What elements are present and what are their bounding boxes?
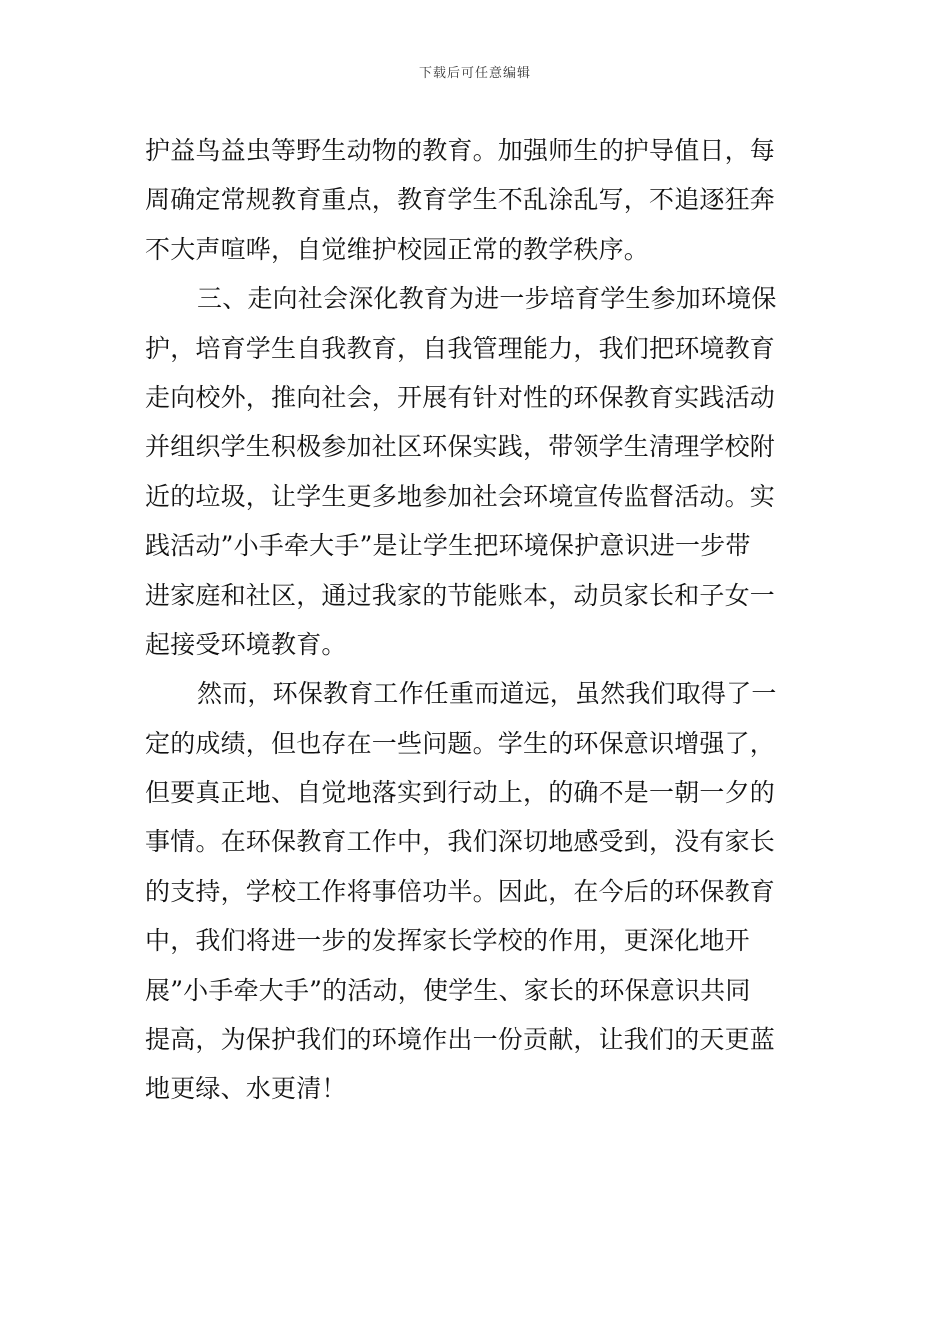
paragraph-1-line-1: 护益鸟益虫等野生动物的教育。加强师生的护导值日，每	[145, 136, 776, 165]
paragraph-2-line-6: 践活动”小手牵大手”是让学生把环境保护意识进一步带	[145, 531, 751, 561]
document-body	[145, 126, 807, 1114]
paragraph-1-line-3: 不大声喧哗，自觉维护校园正常的教学秩序。	[145, 234, 650, 264]
paragraph-2-line-2: 护，培育学生自我教育，自我管理能力，我们把环境教育	[145, 333, 776, 363]
paragraph-2-line-4: 并组织学生积极参加社区环保实践，带领学生清理学校附	[145, 432, 776, 462]
paragraph-3-line-8: 提高，为保护我们的环境作出一份贡献，让我们的天更蓝	[145, 1025, 776, 1055]
paragraph-2-line-1: 三、走向社会深化教育为进一步培育学生参加环境保	[197, 284, 777, 314]
paragraph-3-line-5: 的支持，学校工作将事倍功半。因此，在今后的环保教育	[145, 876, 776, 906]
paragraph-3-line-3: 但要真正地、自觉地落实到行动上，的确不是一朝一夕的	[145, 778, 776, 808]
page-header: 下载后可任意编辑	[418, 66, 531, 81]
paragraph-3-line-4: 事情。在环保教育工作中，我们深切地感受到，没有家长	[145, 827, 776, 857]
paragraph-3-line-1: 然而，环保教育工作任重而道远，虽然我们取得了一	[197, 679, 777, 709]
paragraph-3-line-7: 展”小手牵大手”的活动，使学生、家长的环保意识共同	[145, 975, 751, 1005]
paragraph-2-line-7: 进家庭和社区，通过我家的节能账本，动员家长和子女一	[145, 580, 776, 610]
paragraph-3-line-2: 定的成绩，但也存在一些问题。学生的环保意识增强了，	[145, 728, 776, 758]
paragraph-2-line-5: 近的垃圾，让学生更多地参加社会环境宣传监督活动。实	[145, 481, 776, 511]
paragraph-2-line-3: 走向校外，推向社会，开展有针对性的环保教育实践活动	[145, 382, 776, 412]
paragraph-2-line-8: 起接受环境教育。	[145, 629, 347, 659]
paragraph-3-line-6: 中，我们将进一步的发挥家长学校的作用，更深化地开	[145, 926, 750, 956]
paragraph-1-line-2: 周确定常规教育重点，教育学生不乱涂乱写，不追逐狂奔	[145, 185, 776, 215]
paragraph-3-line-9: 地更绿、水更清！	[145, 1074, 347, 1104]
